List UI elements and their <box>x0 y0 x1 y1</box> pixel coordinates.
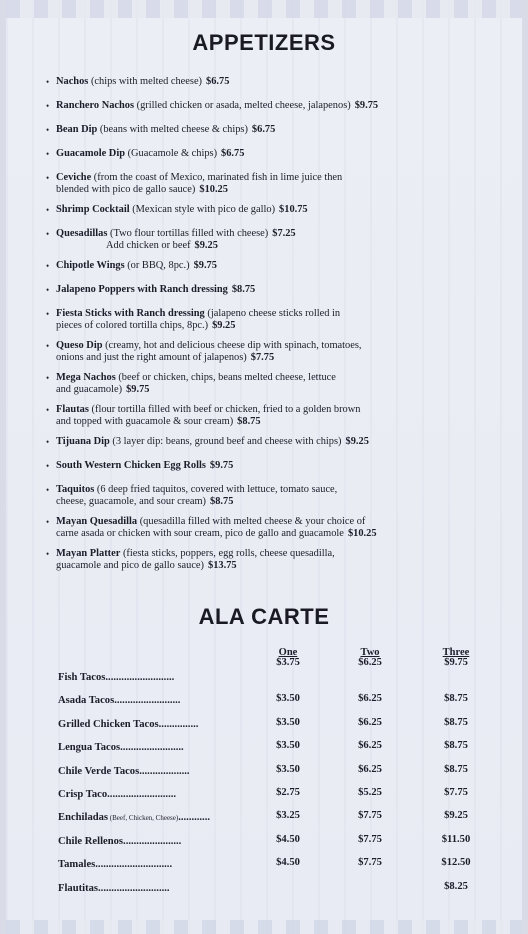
price-three: $8.75 <box>444 716 468 728</box>
row-name: Grilled Chicken Tacos <box>58 718 159 730</box>
item-description-cont: cheese, guacamole, and sour cream) <box>56 496 207 507</box>
price-two: $6.25 <box>358 716 382 728</box>
table-row <box>58 738 488 761</box>
price-one: $3.50 <box>276 693 300 705</box>
item-price: $10.75 <box>279 204 308 215</box>
item-description: (3 layer dip: beans, ground beef and cheese with chips) <box>109 436 342 447</box>
item-description: (6 deep fried taquitos, covered with lettuce, tomato sauce, <box>94 484 338 495</box>
item-price: $7.75 <box>250 352 275 363</box>
bullet-icon: • <box>46 549 50 559</box>
item-description: (from the coast of Mexico, marinated fish in lime juice then <box>91 172 343 183</box>
table-row <box>58 762 488 785</box>
item-name: Ranchero Nachos <box>56 100 135 111</box>
price-one: $3.50 <box>276 740 300 752</box>
bullet-icon: • <box>46 373 50 383</box>
price-two: $7.75 <box>358 810 382 822</box>
bullet-icon: • <box>46 173 50 183</box>
price-three: $8.25 <box>444 880 468 892</box>
bullet-icon: • <box>46 149 50 159</box>
item-name: Guacamole Dip <box>56 148 125 159</box>
appetizer-item <box>46 484 456 508</box>
item-description-cont: carne asada or chicken with sour cream, pico de gallo and guacamole <box>56 528 344 539</box>
bullet-icon: • <box>46 285 50 295</box>
item-name: Flautas <box>56 404 89 415</box>
row-name: Crisp Taco <box>58 788 108 800</box>
item-description-cont: blended with pico de gallo sauce) <box>56 184 196 195</box>
bullet-icon: • <box>46 77 50 87</box>
leader-dots: ...................... <box>123 835 182 847</box>
leader-dots: .......................... <box>105 672 175 683</box>
item-price: $8.75 <box>237 416 261 427</box>
decorative-border-top <box>6 0 522 18</box>
bullet-icon: • <box>46 437 50 447</box>
row-name: Tamales <box>58 859 96 871</box>
item-name: Mayan Quesadilla <box>56 516 138 527</box>
item-name: Shrimp Cocktail <box>56 204 130 215</box>
table-row <box>58 855 488 878</box>
item-price: $6.75 <box>206 76 230 87</box>
item-name: Nachos <box>56 76 89 87</box>
row-note: (Beef, Chicken, Cheese) <box>108 814 179 823</box>
item-name: Mayan Platter <box>56 548 121 559</box>
appetizer-item <box>46 260 456 272</box>
row-name: Enchiladas <box>58 812 109 824</box>
bullet-icon: • <box>46 229 50 239</box>
price-one: $3.25 <box>276 810 300 822</box>
price-one: $3.50 <box>276 716 300 728</box>
item-name: South Western Chicken Egg Rolls <box>56 460 206 471</box>
leader-dots: ........................... <box>98 882 170 894</box>
ala-carte-rows <box>58 668 488 902</box>
col-two-header: Two $6.25 <box>358 647 382 668</box>
appetizer-item <box>46 284 456 296</box>
item-description-cont: and topped with guacamole & sour cream) <box>56 416 234 427</box>
item-description-cont: guacamole and pico de gallo sauce) <box>56 560 205 571</box>
item-name: Fiesta Sticks with Ranch dressing <box>56 308 205 319</box>
price-three: $8.75 <box>444 693 468 705</box>
appetizer-item <box>46 548 456 572</box>
appetizer-item <box>46 172 456 196</box>
item-description: (beef or chicken, chips, beans melted cheese, lettuce <box>115 372 336 383</box>
item-price: $9.75 <box>126 384 150 395</box>
leader-dots: ............... <box>158 718 199 730</box>
price-one: $2.75 <box>276 786 300 798</box>
item-name: Tijuana Dip <box>56 436 110 447</box>
appetizer-item <box>46 100 456 112</box>
item-description-cont: pieces of colored tortilla chips, 8pc.) <box>56 320 209 331</box>
table-row <box>58 879 488 902</box>
leader-dots: ............................. <box>95 859 173 871</box>
appetizer-item <box>46 76 456 88</box>
price-two: $6.25 <box>358 740 382 752</box>
price-two: $7.75 <box>358 857 382 869</box>
appetizer-item <box>46 372 456 396</box>
price-three: $8.75 <box>444 763 468 775</box>
price-two: $6.25 <box>358 693 382 705</box>
appetizer-item <box>46 308 456 332</box>
bullet-icon: • <box>46 517 50 527</box>
item-description: (Guacamole & chips) <box>124 148 218 159</box>
item-description: (grilled chicken or asada, melted cheese, jalapenos) <box>134 100 351 111</box>
price-two: $6.25 <box>358 763 382 775</box>
appetizer-item <box>46 148 456 160</box>
price-three: $11.50 <box>441 833 471 845</box>
row-name: Lengua Tacos <box>58 742 121 754</box>
appetizer-item <box>46 228 456 252</box>
bullet-icon: • <box>46 205 50 215</box>
item-name: Chipotle Wings <box>56 260 125 271</box>
table-row <box>58 808 488 831</box>
appetizer-item <box>46 516 456 540</box>
item-price: $9.75 <box>209 460 234 471</box>
row-name: Flautitas <box>58 882 99 894</box>
item-name: Queso Dip <box>56 340 103 351</box>
item-name: Bean Dip <box>56 124 98 135</box>
item-price: $9.25 <box>212 320 236 331</box>
price-one: $3.50 <box>276 763 300 775</box>
bullet-icon: • <box>46 101 50 111</box>
row-name: Asada Tacos <box>58 695 115 707</box>
price-three: $9.25 <box>444 810 468 822</box>
leader-dots: ........................ <box>120 742 184 754</box>
item-description: (creamy, hot and delicious cheese dip with spinach, tomatoes, <box>102 340 362 351</box>
item-name: Jalapeno Poppers with Ranch dressing <box>56 284 228 295</box>
col-one-header: One $3.75 <box>276 647 300 668</box>
decorative-border-bottom <box>6 920 522 934</box>
item-description: (Two flour tortillas filled with cheese) <box>107 228 269 239</box>
item-description: (quesadilla filled with melted cheese & your choice of <box>137 516 366 527</box>
price-two: $5.25 <box>358 786 382 798</box>
price-three: $7.75 <box>444 786 468 798</box>
bullet-icon: • <box>46 309 50 319</box>
item-price: $8.75 <box>210 496 234 507</box>
item-price: $6.75 <box>221 148 245 159</box>
item-description: (flour tortilla filled with beef or chicken, fried to a golden brown <box>88 404 361 415</box>
table-row <box>58 832 488 855</box>
table-row <box>58 668 488 691</box>
item-description-cont: onions and just the right amount of jalapenos) <box>56 352 247 363</box>
appetizer-list <box>46 76 456 580</box>
bullet-icon: • <box>46 261 50 271</box>
appetizers-title: APPETIZERS <box>192 30 336 55</box>
price-one: $4.50 <box>276 857 300 869</box>
appetizer-item <box>46 340 456 364</box>
appetizer-item <box>46 460 456 472</box>
price-two: $7.75 <box>358 833 382 845</box>
leader-dots: ................... <box>139 765 190 777</box>
item-addon-price: $9.25 <box>194 240 218 251</box>
col-three-header: Three $9.75 <box>442 647 470 668</box>
price-one: $4.50 <box>276 833 300 845</box>
row-name: Chile Verde Tacos <box>58 765 140 777</box>
appetizer-item <box>46 124 456 136</box>
ala-carte-table <box>58 648 488 902</box>
item-description: (beans with melted cheese & chips) <box>97 124 248 135</box>
appetizer-item <box>46 204 456 216</box>
ala-carte-title: ALA CARTE <box>198 604 330 629</box>
item-description: (chips with melted cheese) <box>88 76 203 87</box>
item-description-cont: and guacamole) <box>56 384 123 395</box>
item-name: Quesadillas <box>56 228 108 239</box>
price-three: $8.75 <box>444 740 468 752</box>
item-price: $13.75 <box>208 560 237 571</box>
table-row <box>58 691 488 714</box>
item-price: $6.75 <box>251 124 276 135</box>
ala-carte-header <box>58 648 488 668</box>
item-description: (Mexican style with pico de gallo) <box>129 204 276 215</box>
item-price: $9.75 <box>354 100 379 111</box>
item-name: Mega Nachos <box>56 372 116 383</box>
leader-dots: .......................... <box>107 788 177 800</box>
bullet-icon: • <box>46 461 50 471</box>
bullet-icon: • <box>46 405 50 415</box>
item-description: (fiesta sticks, poppers, egg rolls, cheese quesadilla, <box>120 548 335 559</box>
item-price: $9.25 <box>345 436 369 447</box>
bullet-icon: • <box>46 485 50 495</box>
item-price: $10.25 <box>199 184 228 195</box>
bullet-icon: • <box>46 341 50 351</box>
item-price: $7.25 <box>272 228 296 239</box>
item-price: $8.75 <box>231 284 256 295</box>
item-name: Ceviche <box>56 172 92 183</box>
leader-dots: ............ <box>178 812 210 824</box>
item-price: $10.25 <box>347 528 377 539</box>
row-name: Chile Rellenos <box>58 835 124 847</box>
table-row <box>58 715 488 738</box>
item-description: (or BBQ, 8pc.) <box>124 260 190 271</box>
table-row <box>58 785 488 808</box>
item-description: (jalapeno cheese sticks rolled in <box>204 308 341 319</box>
leader-dots: ......................... <box>114 695 181 707</box>
item-name: Taquitos <box>56 484 95 495</box>
appetizer-item <box>46 436 456 448</box>
row-name: Fish Tacos <box>58 672 106 683</box>
item-price: $9.75 <box>193 260 217 271</box>
item-addon: Add chicken or beef <box>106 240 191 251</box>
price-three: $12.50 <box>441 857 471 869</box>
bullet-icon: • <box>46 125 50 135</box>
appetizer-item <box>46 404 456 428</box>
